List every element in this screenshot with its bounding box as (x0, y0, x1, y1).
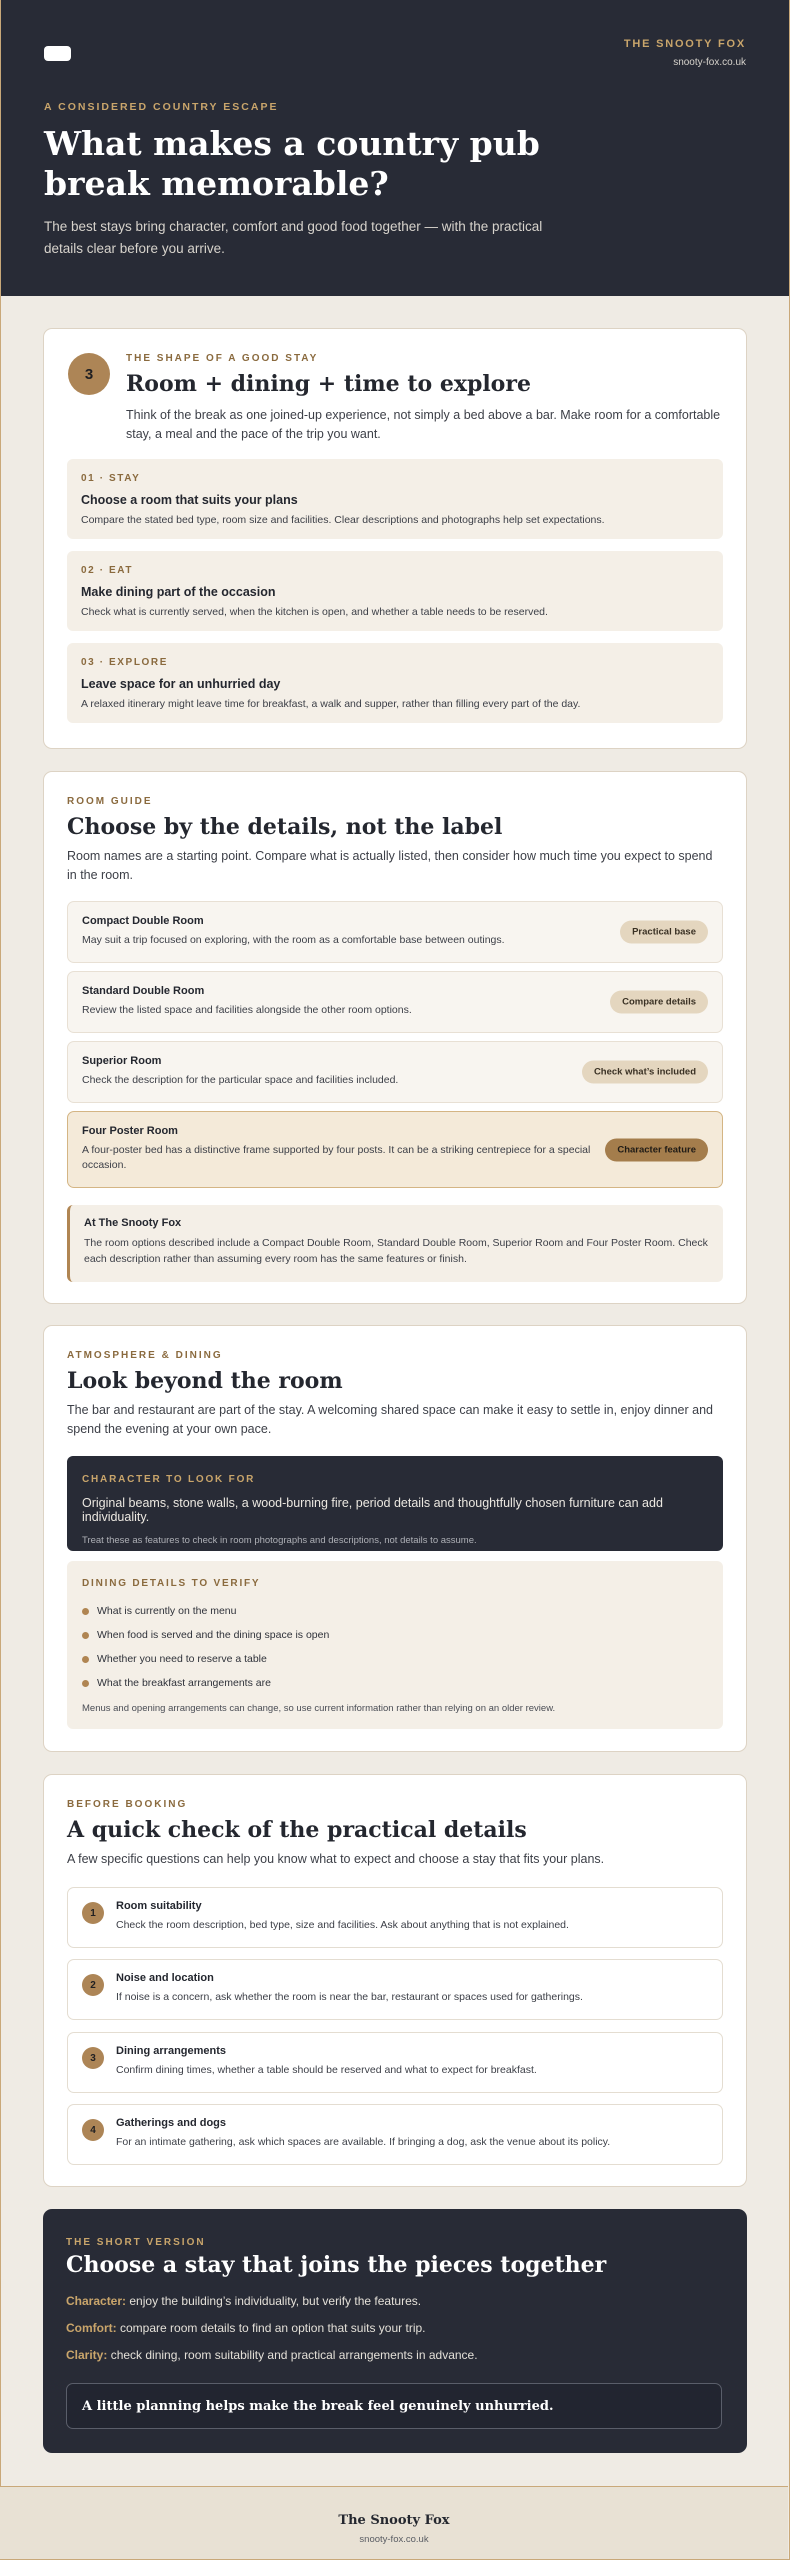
room-row-four-poster[interactable] (67, 1111, 723, 1188)
room-name: Compact Double Room (82, 915, 204, 927)
section-number-badge: 3 (68, 353, 110, 395)
page-title: What makes a country pub break memorable? (44, 124, 540, 203)
dining-list-item: Whether you need to reserve a table (82, 1647, 708, 1671)
check-text: If noise is a concern, ask whether the room is near the bar, restaurant or spaces used for gatherings. (116, 1991, 583, 2003)
summary-callout: A little planning helps make the break feel genuinely unhurried. (66, 2383, 722, 2429)
room-tag: Compare details (610, 991, 708, 1014)
room-name: Standard Double Room (82, 985, 205, 997)
character-label: CHARACTER TO LOOK FOR (82, 1474, 256, 1485)
explore-item-text: A relaxed itinerary might leave time for breakfast, a walk and supper, rather than filling every part of the day. (81, 698, 581, 710)
brand-name[interactable]: THE SNOOTY FOX (623, 38, 746, 50)
shape-title: Room + dining + time to explore (126, 371, 531, 397)
room-name: Four Poster Room (82, 1125, 178, 1137)
logo-icon[interactable] (44, 46, 71, 61)
rooms-eyebrow: ROOM GUIDE (67, 796, 153, 807)
room-row-superior[interactable] (67, 1041, 723, 1103)
check-item-room-suitability (67, 1887, 723, 1948)
check-text: Check the room description, bed type, size and facilities. Ask about anything that is not explained. (116, 1919, 569, 1931)
room-desc: A four-poster bed has a distinctive frame supported by four posts. It can be a striking centrepiece for a special occasion. (82, 1144, 591, 1171)
dining-verify-box (67, 1561, 723, 1729)
check-number: 1 (82, 1902, 104, 1924)
explore-item-label: 03 · EXPLORE (81, 657, 168, 668)
checks-intro: A few specific questions can help you know what to expect and choose a stay that fits your plans. (67, 1852, 605, 1866)
atmosphere-eyebrow: ATMOSPHERE & DINING (67, 1350, 223, 1361)
room-row-standard[interactable] (67, 971, 723, 1033)
eat-item-title: Make dining part of the occasion (81, 585, 276, 599)
check-title: Room suitability (116, 1900, 202, 1912)
brand-block (624, 38, 746, 68)
rooms-intro: Room names are a starting point. Compare what is actually listed, then consider how much time you expect to spend in the room. (67, 849, 713, 882)
footer-url[interactable]: snooty-fox.co.uk (359, 2534, 429, 2545)
shape-card (43, 328, 747, 749)
room-desc: Check the description for the particular space and facilities included. (82, 1074, 399, 1086)
eat-item-label: 02 · EAT (81, 565, 134, 576)
hero-eyebrow: A CONSIDERED COUNTRY ESCAPE (44, 101, 279, 113)
atmosphere-title: Look beyond the room (67, 1368, 343, 1394)
check-title: Gatherings and dogs (116, 2117, 227, 2129)
atmosphere-card (43, 1325, 747, 1752)
summary-card (43, 2209, 747, 2453)
venue-note-text: The room options described include a Compact Double Room, Standard Double Room, Superior Room and Four Poster Room. Check each description rather than assuming every room has the same features or finish. (84, 1237, 708, 1265)
page-subtitle: The best stays bring character, comfort and good food together — with the practical details clear before you arrive. (44, 219, 543, 256)
dining-note: Menus and opening arrangements can change, so use current information rather than relying on an older review. (82, 1703, 556, 1714)
stay-item (67, 459, 723, 539)
stay-item-label: 01 · STAY (81, 473, 141, 484)
summary-line-comfort: Comfort: compare room details to find an option that suits your trip. (66, 2321, 426, 2335)
summary-line-character: Character: enjoy the building’s individuality, but verify the features. (66, 2294, 422, 2308)
stay-item-text: Compare the stated bed type, room size and facilities. Clear descriptions and photographs help set expectations. (81, 514, 605, 526)
check-text: Confirm dining times, whether a table should be reserved and what to expect for breakfast. (116, 2064, 537, 2076)
room-tag: Practical base (620, 921, 708, 944)
stay-item-title: Choose a room that suits your plans (81, 493, 298, 507)
eat-item-text: Check what is currently served, when the kitchen is open, and whether a table needs to be reserved. (81, 606, 548, 618)
atmosphere-intro: The bar and restaurant are part of the stay. A welcoming shared space can make it easy to settle in, enjoy dinner and spend the evening at your own pace. (67, 1403, 713, 1436)
bullet-icon (82, 1608, 89, 1615)
explore-item (67, 643, 723, 723)
check-item-dining (67, 2032, 723, 2093)
check-number: 2 (82, 1974, 104, 1996)
dining-list-item: What the breakfast arrangements are (82, 1671, 708, 1695)
check-text: For an intimate gathering, ask which spaces are available. If bringing a dog, ask the venue about its policy. (116, 2136, 611, 2148)
hero-header (1, 0, 789, 296)
dining-list (82, 1599, 708, 1695)
checks-title: A quick check of the practical details (67, 1817, 527, 1843)
footer-brand-name: The Snooty Fox (338, 2513, 450, 2528)
brand-url[interactable]: snooty-fox.co.uk (673, 57, 746, 68)
check-number: 3 (82, 2047, 104, 2069)
footer (0, 2486, 788, 2559)
dining-label: DINING DETAILS TO VERIFY (82, 1578, 261, 1589)
room-tag: Check what’s included (582, 1061, 708, 1084)
bullet-icon (82, 1632, 89, 1639)
room-tag: Character feature (605, 1138, 708, 1161)
check-number: 4 (82, 2119, 104, 2141)
summary-title: Choose a stay that joins the pieces together (66, 2252, 607, 2278)
explore-item-title: Leave space for an unhurried day (81, 677, 281, 691)
room-guide-card (43, 771, 747, 1304)
check-title: Noise and location (116, 1972, 214, 1984)
venue-note (67, 1205, 723, 1282)
check-item-gatherings (67, 2104, 723, 2165)
dining-list-item: When food is served and the dining space is open (82, 1623, 708, 1647)
room-desc: May suit a trip focused on exploring, with the room as a comfortable base between outings. (82, 934, 505, 946)
check-title: Dining arrangements (116, 2045, 227, 2057)
check-item-noise (67, 1959, 723, 2020)
shape-eyebrow: THE SHAPE OF A GOOD STAY (126, 353, 319, 364)
shape-intro: Think of the break as one joined-up experience, not simply a bed above a bar. Make room for a comfortable stay, a meal and the pace of the trip you want. (126, 408, 721, 441)
venue-note-title: At The Snooty Fox (84, 1217, 182, 1229)
summary-line-clarity: Clarity: check dining, room suitability and practical arrangements in advance. (66, 2348, 478, 2362)
room-row-compact[interactable] (67, 901, 723, 963)
checks-card (43, 1774, 747, 2187)
room-desc: Review the listed space and facilities alongside the other room options. (82, 1004, 412, 1016)
bullet-icon (82, 1680, 89, 1687)
bullet-icon (82, 1656, 89, 1663)
character-note: Treat these as features to check in room photographs and descriptions, not details to assume. (82, 1535, 477, 1546)
character-box (67, 1456, 723, 1551)
checks-eyebrow: BEFORE BOOKING (67, 1799, 188, 1810)
room-name: Superior Room (82, 1055, 162, 1067)
eat-item (67, 551, 723, 631)
rooms-title: Choose by the details, not the label (67, 814, 503, 840)
dining-list-item: What is currently on the menu (82, 1599, 708, 1623)
summary-eyebrow: THE SHORT VERSION (66, 2237, 206, 2248)
character-text: Original beams, stone walls, a wood-burning fire, period details and thoughtfully chosen furniture can add individuality. (82, 1496, 663, 1524)
